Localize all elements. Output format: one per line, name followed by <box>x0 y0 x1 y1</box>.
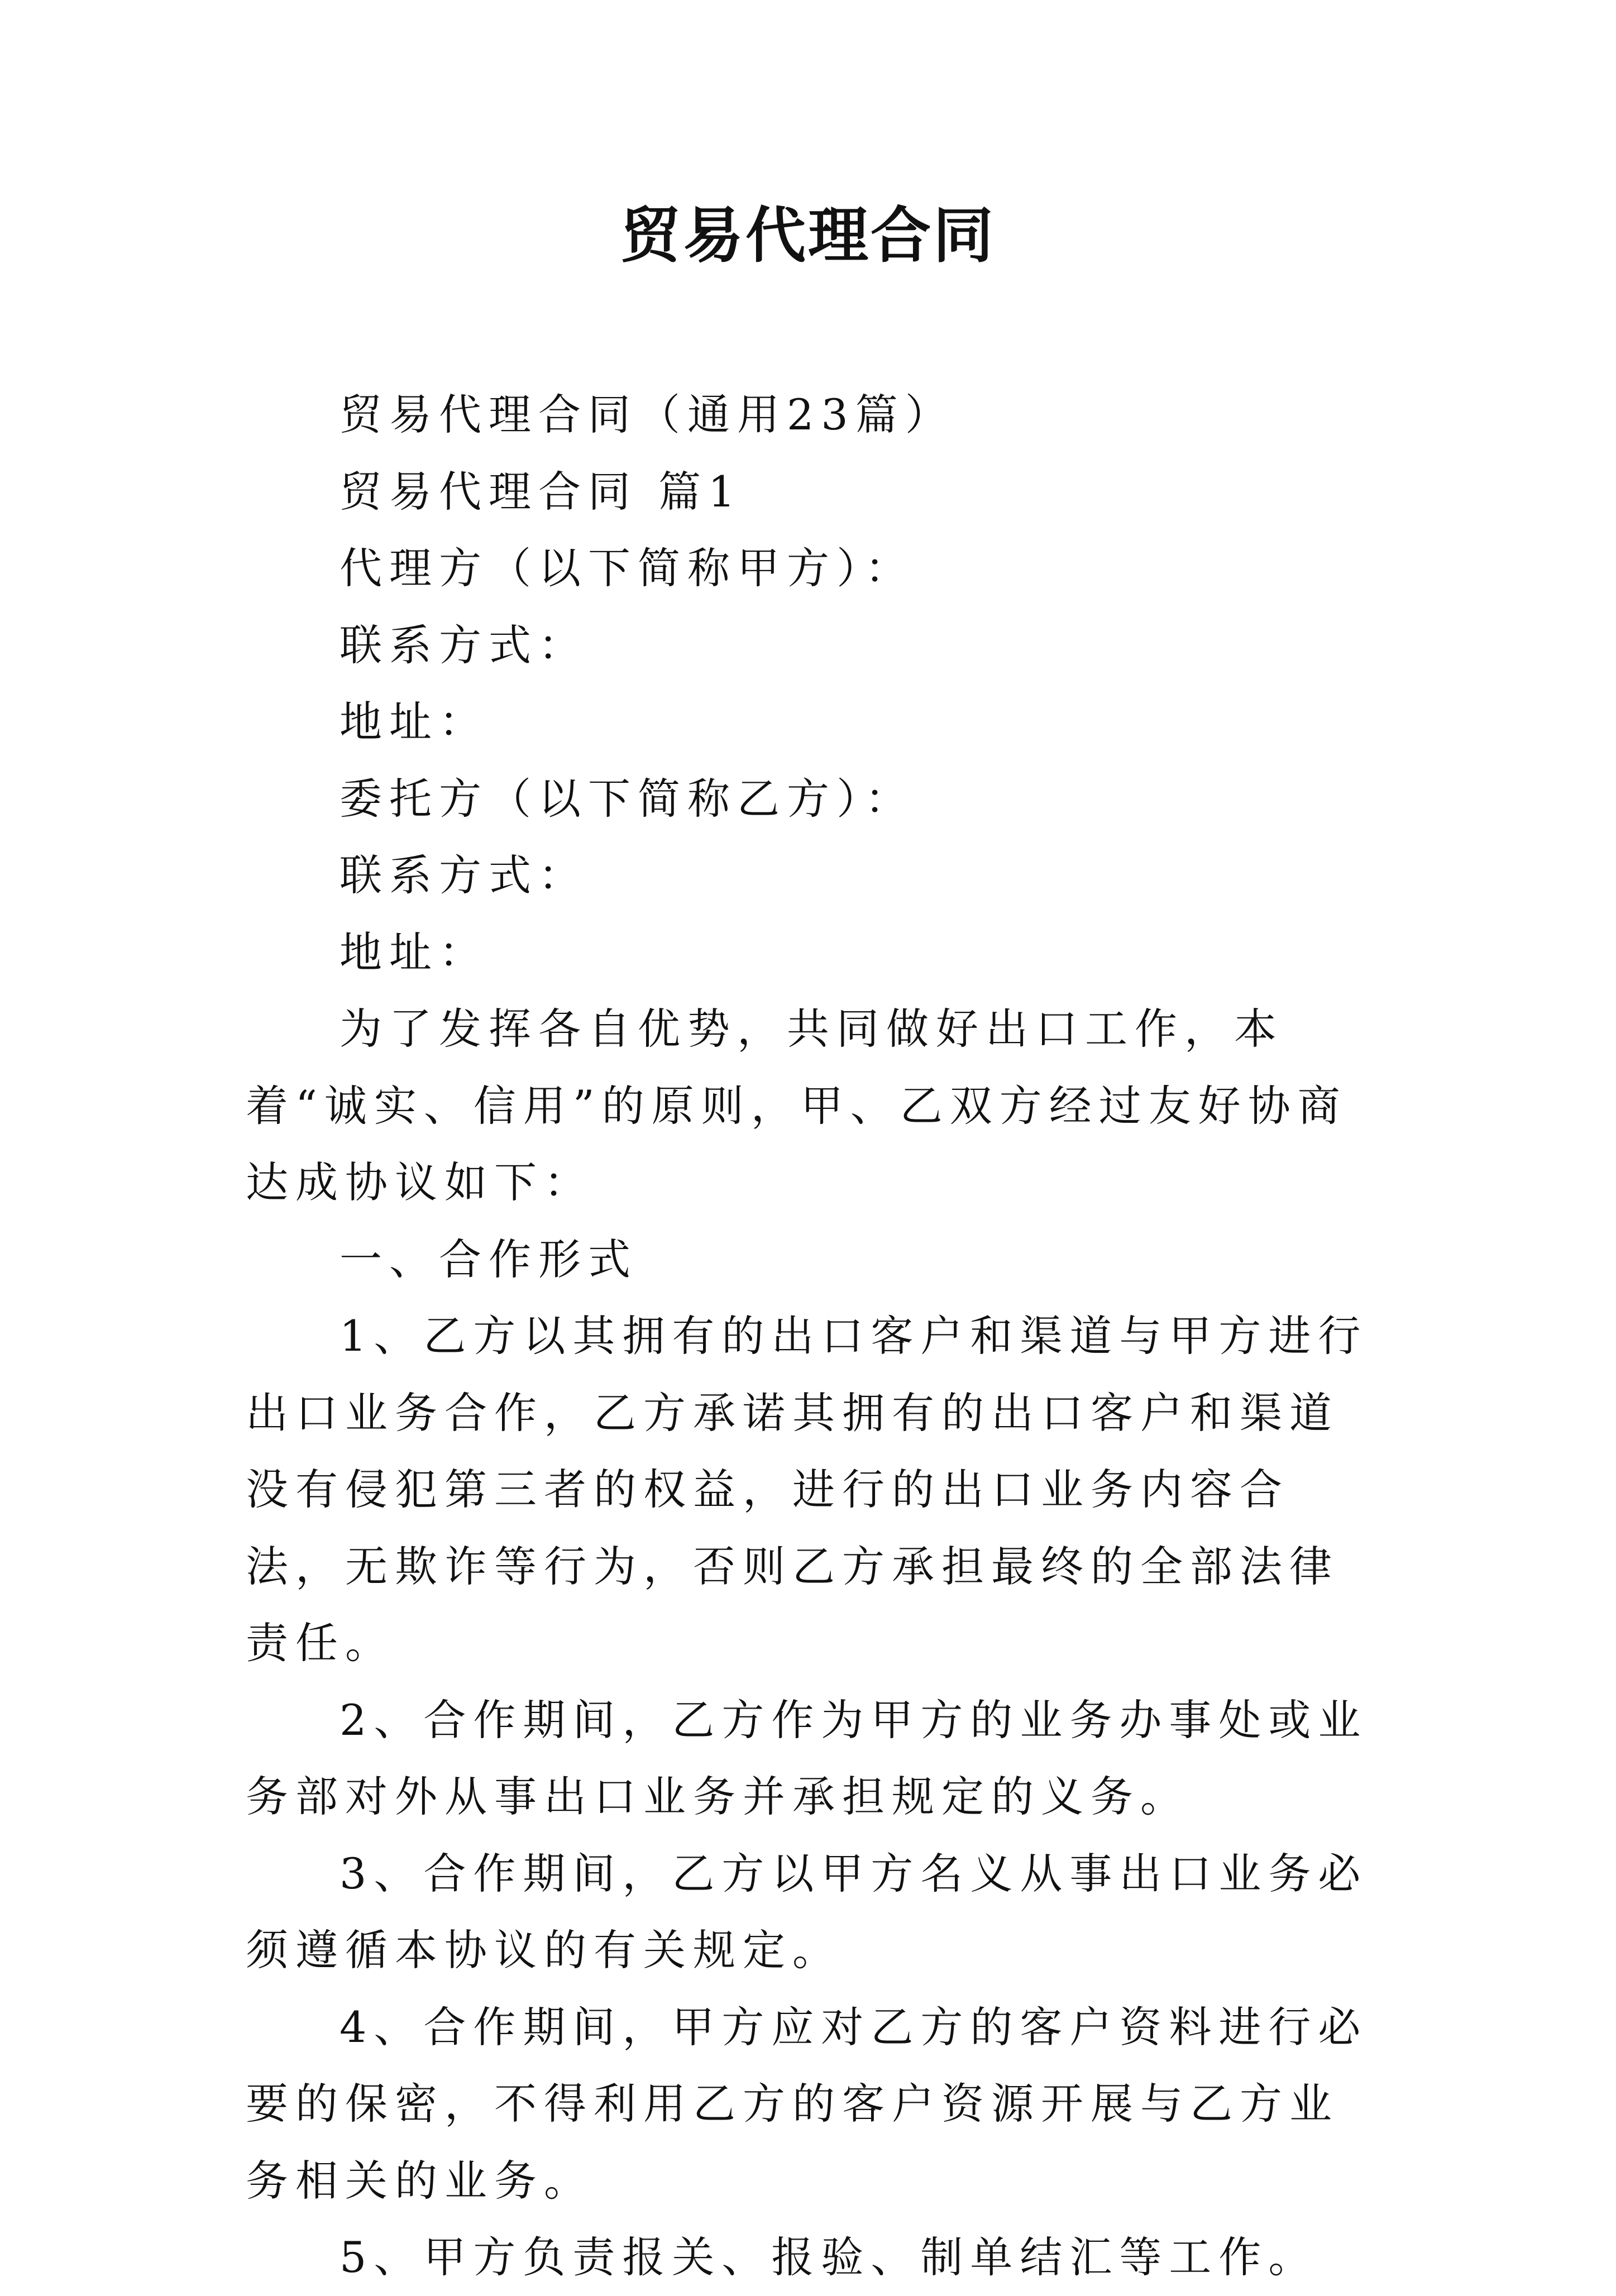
party-b-label: 委托方（以下简称乙方）： <box>340 773 915 824</box>
preamble-paragraph: 为了发挥各自优势，共同做好出口工作，本着“诚实、信用”的原则，甲、乙双方经过友好协商达成协议如下： <box>246 1004 1347 1207</box>
party-a-label: 代理方（以下简称甲方）： <box>340 543 915 593</box>
document-title: 贸易代理合同 <box>620 200 996 271</box>
party-b-contact: 联系方式： <box>340 850 588 900</box>
document-body <box>246 376 1379 2296</box>
clause-4: 4、合作期间，甲方应对乙方的客户资料进行必要的保密，不得利用乙方的客户资源开展与乙方业务相关的业务。 <box>246 2002 1368 2206</box>
clause-heading-cooperation: 一、合作形式 <box>340 1234 638 1284</box>
doc-subtitle: 贸易代理合同（通用23篇） <box>340 390 955 439</box>
clause-5: 5、甲方负责报关、报验、制单结汇等工作。 <box>340 2232 1318 2282</box>
party-b-address: 地址： <box>340 927 489 977</box>
clause-1: 1、乙方以其拥有的出口客户和渠道与甲方进行出口业务合作，乙方承诺其拥有的出口客户和渠道没有侵犯第三者的权益，进行的出口业务内容合法，无欺诈等行为，否则乙方承担最终的全部法律责任。 <box>246 1311 1368 1668</box>
section-heading: 贸易代理合同 篇1 <box>340 466 743 516</box>
clause-3: 3、合作期间，乙方以甲方名义从事出口业务必须遵循本协议的有关规定。 <box>246 1848 1368 1975</box>
party-a-contact: 联系方式： <box>340 620 588 670</box>
party-a-address: 地址： <box>340 697 489 747</box>
clause-2: 2、合作期间，乙方作为甲方的业务办事处或业务部对外从事出口业务并承担规定的义务。 <box>246 1695 1368 1821</box>
